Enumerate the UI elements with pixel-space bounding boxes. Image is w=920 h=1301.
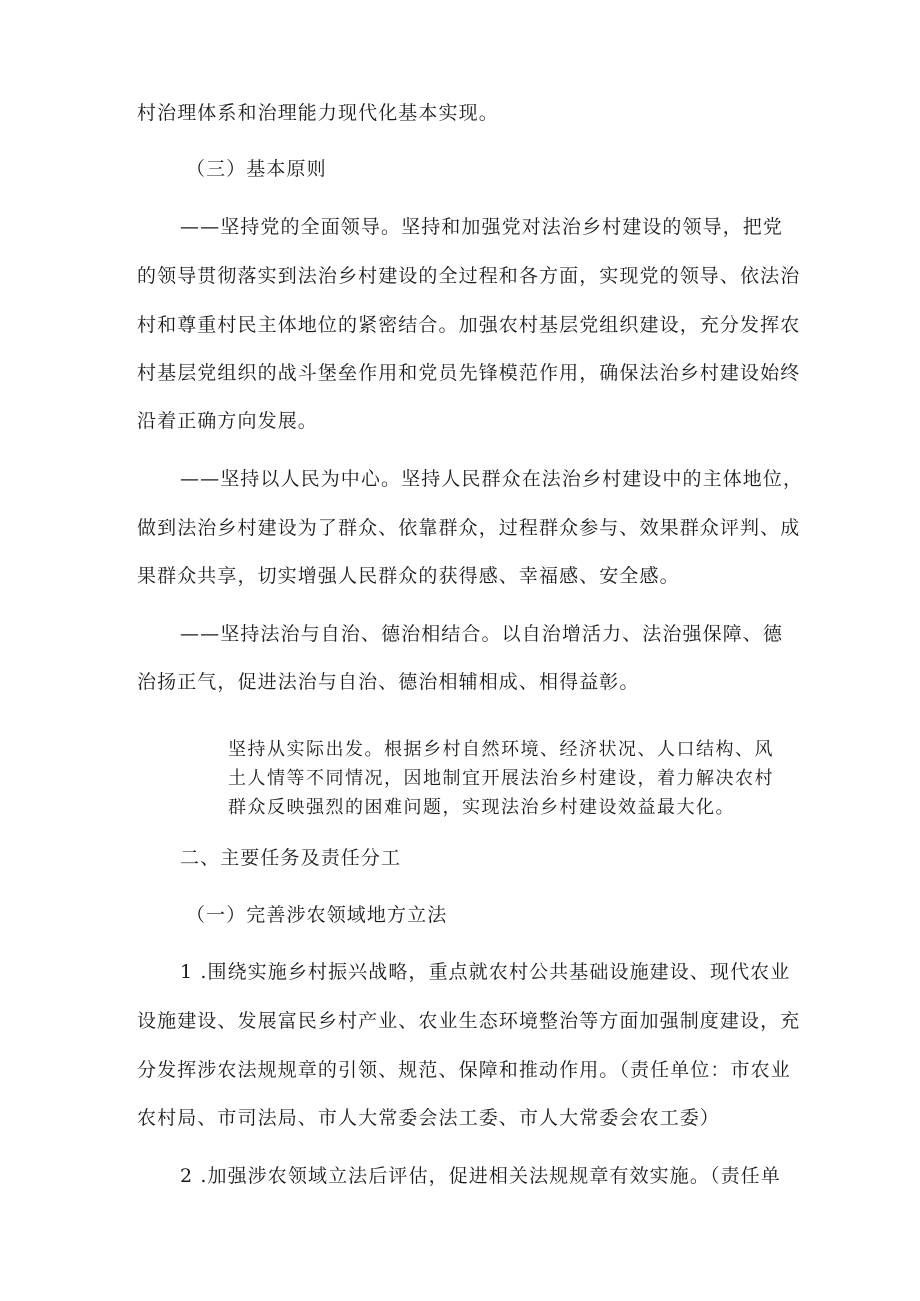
paragraph-line: 设施建设、发展富民乡村产业、农业生态环境整治等方面加强制度建设，充 bbox=[137, 1010, 801, 1032]
chapter-heading: 二、主要任务及责任分工 bbox=[180, 847, 402, 869]
paragraph-line: 沿着正确方向发展。 bbox=[137, 410, 318, 432]
indented-line: 坚持从实际出发。根据乡村自然环境、经济状况、人口结构、风 bbox=[228, 739, 774, 760]
paragraph-line: 分发挥涉农法规规章的引领、规范、保障和推动作用。（责任单位：市农业 bbox=[137, 1059, 791, 1081]
paragraph-line: 农村局、市司法局、市人大常委会法工委、市人大常委会农工委） bbox=[137, 1107, 720, 1129]
indented-line: 土人情等不同情况，因地制宜开展法治乡村建设，着力解决农村 bbox=[228, 768, 774, 789]
paragraph-line: 村基层党组织的战斗堡垒作用和党员先锋模范作用，确保法治乡村建设始终 bbox=[137, 362, 801, 384]
section-heading: （一）完善涉农领域地方立法 bbox=[186, 904, 448, 926]
indented-paragraph bbox=[228, 735, 788, 822]
paragraph-line: 治扬正气，促进法治与自治、德治相辅相成、相得益彰。 bbox=[137, 671, 640, 693]
paragraph-line: 1 .围绕实施乡村振兴战略，重点就农村公共基础设施建设、现代农业 bbox=[180, 961, 791, 983]
section-heading: （三）基本原则 bbox=[186, 158, 327, 180]
paragraph-line: 村和尊重村民主体地位的紧密结合。加强农村基层党组织建设，充分发挥农 bbox=[137, 314, 801, 336]
paragraph-line: ——坚持法治与自治、德治相结合。以自治增活力、法治强保障、德 bbox=[180, 623, 784, 645]
indented-line: 群众反映强烈的困难问题，实现法治乡村建设效益最大化。 bbox=[228, 797, 735, 818]
paragraph-line: 果群众共享，切实增强人民群众的获得感、幸福感、安全感。 bbox=[137, 565, 680, 587]
paragraph-line: 村治理体系和治理能力现代化基本实现。 bbox=[137, 102, 499, 124]
paragraph-line: 2 .加强涉农领域立法后评估，促进相关法规规章有效实施。（责任单 bbox=[180, 1165, 781, 1187]
paragraph-line: 做到法治乡村建设为了群众、依靠群众，过程群众参与、效果群众评判、成 bbox=[137, 517, 801, 539]
paragraph-line: 的领导贯彻落实到法治乡村建设的全过程和各方面，实现党的领导、依法治 bbox=[137, 265, 801, 287]
paragraph-line: ——坚持以人民为中心。坚持人民群众在法治乡村建设中的主体地位， bbox=[180, 468, 804, 490]
paragraph-line: ——坚持党的全面领导。坚持和加强党对法治乡村建设的领导，把党 bbox=[180, 216, 784, 238]
